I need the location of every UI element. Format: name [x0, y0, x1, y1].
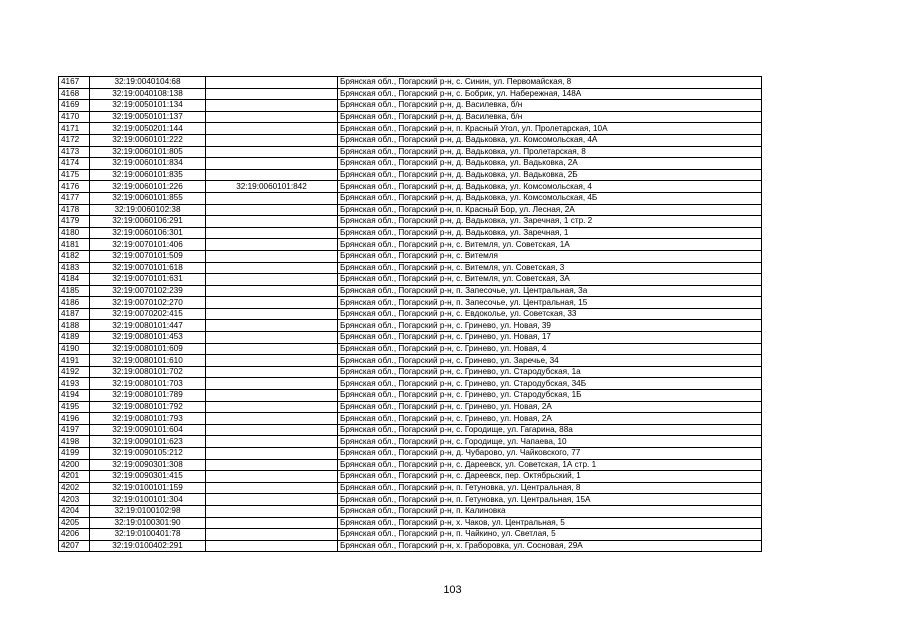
- address-cell: Брянская обл., Погарский р-н, п. Красный Бор, ул. Лесная, 2А: [338, 204, 762, 216]
- row-number-cell: 4202: [59, 482, 90, 494]
- row-number-cell: 4201: [59, 471, 90, 483]
- table-row: [59, 111, 762, 123]
- cadastral-number-cell: 32:19:0070102:270: [90, 297, 206, 309]
- address-cell: Брянская обл., Погарский р-н, д. Василевка, б/н: [338, 111, 762, 123]
- table-row: [59, 192, 762, 204]
- cadastral-number-cell: 32:19:0060101:855: [90, 192, 206, 204]
- related-cadastral-number-cell: [206, 308, 338, 320]
- table-row: [59, 366, 762, 378]
- related-cadastral-number-cell: [206, 169, 338, 181]
- table-row: [59, 123, 762, 135]
- related-cadastral-number-cell: [206, 239, 338, 251]
- row-number-cell: 4175: [59, 169, 90, 181]
- related-cadastral-number-cell: [206, 424, 338, 436]
- table-row: [59, 529, 762, 541]
- row-number-cell: 4177: [59, 192, 90, 204]
- cadastral-number-cell: 32:19:0090301:308: [90, 459, 206, 471]
- table-row: [59, 308, 762, 320]
- cadastral-number-cell: 32:19:0060101:226: [90, 181, 206, 193]
- address-cell: Брянская обл., Погарский р-н, с. Синин, ул. Первомайская, 8: [338, 77, 762, 89]
- address-cell: Брянская обл., Погарский р-н, с. Гринево, ул. Стародубская, 1а: [338, 366, 762, 378]
- related-cadastral-number-cell: [206, 494, 338, 506]
- cadastral-number-cell: 32:19:0080101:789: [90, 390, 206, 402]
- table-row: [59, 494, 762, 506]
- related-cadastral-number-cell: [206, 378, 338, 390]
- row-number-cell: 4194: [59, 390, 90, 402]
- table-row: [59, 401, 762, 413]
- address-cell: Брянская обл., Погарский р-н, с. Городище, ул. Гагарина, 88а: [338, 424, 762, 436]
- cadastral-number-cell: 32:19:0070101:406: [90, 239, 206, 251]
- related-cadastral-number-cell: [206, 88, 338, 100]
- cadastral-number-cell: 32:19:0080101:793: [90, 413, 206, 425]
- row-number-cell: 4169: [59, 100, 90, 112]
- row-number-cell: 4205: [59, 517, 90, 529]
- row-number-cell: 4187: [59, 308, 90, 320]
- related-cadastral-number-cell: [206, 332, 338, 344]
- row-number-cell: 4168: [59, 88, 90, 100]
- cadastral-number-cell: 32:19:0060101:222: [90, 134, 206, 146]
- table-row: [59, 262, 762, 274]
- row-number-cell: 4203: [59, 494, 90, 506]
- related-cadastral-number-cell: [206, 100, 338, 112]
- related-cadastral-number-cell: [206, 227, 338, 239]
- row-number-cell: 4176: [59, 181, 90, 193]
- cadastral-number-cell: 32:19:0060102:38: [90, 204, 206, 216]
- address-cell: Брянская обл., Погарский р-н, п. Калиновка: [338, 505, 762, 517]
- row-number-cell: 4178: [59, 204, 90, 216]
- cadastral-number-cell: 32:19:0040104:68: [90, 77, 206, 89]
- related-cadastral-number-cell: [206, 274, 338, 286]
- address-cell: Брянская обл., Погарский р-н, п. Красный Угол, ул. Пролетарская, 10А: [338, 123, 762, 135]
- table-row: [59, 343, 762, 355]
- row-number-cell: 4190: [59, 343, 90, 355]
- table-row: [59, 436, 762, 448]
- cadastral-number-cell: 32:19:0060101:805: [90, 146, 206, 158]
- related-cadastral-number-cell: [206, 517, 338, 529]
- address-cell: Брянская обл., Погарский р-н, д. Вадьковка, ул. Заречная, 1: [338, 227, 762, 239]
- row-number-cell: 4193: [59, 378, 90, 390]
- cadastral-number-cell: 32:19:0070102:239: [90, 285, 206, 297]
- address-cell: Брянская обл., Погарский р-н, п. Запесочье, ул. Центральная, 3а: [338, 285, 762, 297]
- table-row: [59, 169, 762, 181]
- row-number-cell: 4170: [59, 111, 90, 123]
- cadastral-number-cell: 32:19:0100401:78: [90, 529, 206, 541]
- table-row: [59, 77, 762, 89]
- address-cell: Брянская обл., Погарский р-н, с. Евдоколье, ул. Советская, 33: [338, 308, 762, 320]
- related-cadastral-number-cell: [206, 111, 338, 123]
- related-cadastral-number-cell: [206, 285, 338, 297]
- related-cadastral-number-cell: [206, 192, 338, 204]
- cadastral-number-cell: 32:19:0070101:618: [90, 262, 206, 274]
- row-number-cell: 4198: [59, 436, 90, 448]
- address-cell: Брянская обл., Погарский р-н, с. Дареевск, ул. Советская, 1А стр. 1: [338, 459, 762, 471]
- table-row: [59, 227, 762, 239]
- address-cell: Брянская обл., Погарский р-н, п. Запесочье, ул. Центральная, 15: [338, 297, 762, 309]
- row-number-cell: 4167: [59, 77, 90, 89]
- table-row: [59, 413, 762, 425]
- address-cell: Брянская обл., Погарский р-н, д. Вадьковка, ул. Пролетарская, 8: [338, 146, 762, 158]
- cadastral-number-cell: 32:19:0080101:447: [90, 320, 206, 332]
- address-cell: Брянская обл., Погарский р-н, с. Городище, ул. Чапаева, 10: [338, 436, 762, 448]
- cadastral-number-cell: 32:19:0080101:610: [90, 355, 206, 367]
- row-number-cell: 4195: [59, 401, 90, 413]
- address-cell: Брянская обл., Погарский р-н, д. Чубарово, ул. Чайковского, 77: [338, 448, 762, 460]
- cadastral-number-cell: 32:19:0100402:291: [90, 540, 206, 552]
- related-cadastral-number-cell: [206, 320, 338, 332]
- address-cell: Брянская обл., Погарский р-н, с. Дареевск, пер. Октябрьский, 1: [338, 471, 762, 483]
- cadastral-number-cell: 32:19:0070101:631: [90, 274, 206, 286]
- table-row: [59, 146, 762, 158]
- row-number-cell: 4188: [59, 320, 90, 332]
- row-number-cell: 4185: [59, 285, 90, 297]
- cadastral-number-cell: 32:19:0080101:702: [90, 366, 206, 378]
- cadastral-number-cell: 32:19:0100101:159: [90, 482, 206, 494]
- related-cadastral-number-cell: [206, 390, 338, 402]
- cadastral-number-cell: 32:19:0070101:509: [90, 250, 206, 262]
- row-number-cell: 4180: [59, 227, 90, 239]
- table-row: [59, 297, 762, 309]
- related-cadastral-number-cell: [206, 146, 338, 158]
- table-row: [59, 482, 762, 494]
- row-number-cell: 4204: [59, 505, 90, 517]
- related-cadastral-number-cell: [206, 413, 338, 425]
- address-cell: Брянская обл., Погарский р-н, д. Вадьковка, ул. Комсомольская, 4А: [338, 134, 762, 146]
- address-cell: Брянская обл., Погарский р-н, с. Гринево, ул. Стародубская, 34Б: [338, 378, 762, 390]
- related-cadastral-number-cell: [206, 158, 338, 170]
- address-cell: Брянская обл., Погарский р-н, х. Граборовка, ул. Сосновая, 29А: [338, 540, 762, 552]
- related-cadastral-number-cell: [206, 250, 338, 262]
- cadastral-number-cell: 32:19:0100102:98: [90, 505, 206, 517]
- related-cadastral-number-cell: [206, 297, 338, 309]
- cadastral-number-cell: 32:19:0080101:609: [90, 343, 206, 355]
- row-number-cell: 4196: [59, 413, 90, 425]
- table-row: [59, 459, 762, 471]
- related-cadastral-number-cell: [206, 459, 338, 471]
- address-cell: Брянская обл., Погарский р-н, с. Гринево, ул. Новая, 39: [338, 320, 762, 332]
- address-cell: Брянская обл., Погарский р-н, с. Гринево, ул. Новая, 17: [338, 332, 762, 344]
- table-row: [59, 204, 762, 216]
- cadastral-number-cell: 32:19:0060101:835: [90, 169, 206, 181]
- table-row: [59, 100, 762, 112]
- cadastral-number-cell: 32:19:0080101:792: [90, 401, 206, 413]
- related-cadastral-number-cell: [206, 401, 338, 413]
- related-cadastral-number-cell: [206, 77, 338, 89]
- address-cell: Брянская обл., Погарский р-н, д. Вадьковка, ул. Вадьковка, 2Б: [338, 169, 762, 181]
- row-number-cell: 4183: [59, 262, 90, 274]
- row-number-cell: 4206: [59, 529, 90, 541]
- related-cadastral-number-cell: [206, 343, 338, 355]
- address-cell: Брянская обл., Погарский р-н, с. Гринево, ул. Новая, 2А: [338, 401, 762, 413]
- row-number-cell: 4173: [59, 146, 90, 158]
- row-number-cell: 4186: [59, 297, 90, 309]
- cadastral-number-cell: 32:19:0100301:90: [90, 517, 206, 529]
- table-row: [59, 448, 762, 460]
- address-cell: Брянская обл., Погарский р-н, с. Витемля, ул. Советская, 3: [338, 262, 762, 274]
- related-cadastral-number-cell: [206, 540, 338, 552]
- address-cell: Брянская обл., Погарский р-н, с. Витемля, ул. Советская, 3А: [338, 274, 762, 286]
- related-cadastral-number-cell: [206, 448, 338, 460]
- table-row: [59, 424, 762, 436]
- related-cadastral-number-cell: 32:19:0060101:842: [206, 181, 338, 193]
- related-cadastral-number-cell: [206, 355, 338, 367]
- cadastral-number-cell: 32:19:0040108:138: [90, 88, 206, 100]
- cadastral-number-cell: 32:19:0060106:301: [90, 227, 206, 239]
- row-number-cell: 4184: [59, 274, 90, 286]
- table-row: [59, 239, 762, 251]
- cadastral-number-cell: 32:19:0090101:623: [90, 436, 206, 448]
- address-cell: Брянская обл., Погарский р-н, д. Вадьковка, ул. Комсомольская, 4Б: [338, 192, 762, 204]
- records-table: [58, 76, 762, 552]
- table-row: [59, 517, 762, 529]
- row-number-cell: 4181: [59, 239, 90, 251]
- row-number-cell: 4207: [59, 540, 90, 552]
- related-cadastral-number-cell: [206, 529, 338, 541]
- cadastral-number-cell: 32:19:0090105:212: [90, 448, 206, 460]
- address-cell: Брянская обл., Погарский р-н, п. Чайкино, ул. Светлая, 5: [338, 529, 762, 541]
- address-cell: Брянская обл., Погарский р-н, с. Бобрик, ул. Набережная, 148А: [338, 88, 762, 100]
- table-row: [59, 134, 762, 146]
- address-cell: Брянская обл., Погарский р-н, с. Гринево, ул. Новая, 2А: [338, 413, 762, 425]
- table-row: [59, 505, 762, 517]
- row-number-cell: 4199: [59, 448, 90, 460]
- address-cell: Брянская обл., Погарский р-н, п. Гетуновка, ул. Центральная, 15А: [338, 494, 762, 506]
- address-cell: Брянская обл., Погарский р-н, д. Вадьковка, ул. Заречная, 1 стр. 2: [338, 216, 762, 228]
- row-number-cell: 4171: [59, 123, 90, 135]
- related-cadastral-number-cell: [206, 134, 338, 146]
- related-cadastral-number-cell: [206, 471, 338, 483]
- cadastral-number-cell: 32:19:0060106:291: [90, 216, 206, 228]
- address-cell: Брянская обл., Погарский р-н, с. Гринево, ул. Новая, 4: [338, 343, 762, 355]
- table-row: [59, 181, 762, 193]
- address-cell: Брянская обл., Погарский р-н, д. Вадьковка, ул. Вадьковка, 2А: [338, 158, 762, 170]
- cadastral-number-cell: 32:19:0050101:137: [90, 111, 206, 123]
- row-number-cell: 4174: [59, 158, 90, 170]
- table-row: [59, 355, 762, 367]
- related-cadastral-number-cell: [206, 216, 338, 228]
- cadastral-number-cell: 32:19:0070202:415: [90, 308, 206, 320]
- table-row: [59, 285, 762, 297]
- address-cell: Брянская обл., Погарский р-н, х. Чаков, ул. Центральная, 5: [338, 517, 762, 529]
- cadastral-number-cell: 32:19:0050101:134: [90, 100, 206, 112]
- address-cell: Брянская обл., Погарский р-н, с. Витемля, ул. Советская, 1А: [338, 239, 762, 251]
- cadastral-number-cell: 32:19:0080101:703: [90, 378, 206, 390]
- related-cadastral-number-cell: [206, 123, 338, 135]
- table-row: [59, 250, 762, 262]
- table-row: [59, 274, 762, 286]
- related-cadastral-number-cell: [206, 505, 338, 517]
- address-cell: Брянская обл., Погарский р-н, с. Гринево, ул. Заречье, 34: [338, 355, 762, 367]
- row-number-cell: 4182: [59, 250, 90, 262]
- related-cadastral-number-cell: [206, 366, 338, 378]
- cadastral-number-cell: 32:19:0090301:415: [90, 471, 206, 483]
- table-row: [59, 390, 762, 402]
- address-cell: Брянская обл., Погарский р-н, с. Гринево, ул. Стародубская, 1Б: [338, 390, 762, 402]
- cadastral-number-cell: 32:19:0050201:144: [90, 123, 206, 135]
- row-number-cell: 4200: [59, 459, 90, 471]
- address-cell: Брянская обл., Погарский р-н, д. Василевка, б/н: [338, 100, 762, 112]
- address-cell: Брянская обл., Погарский р-н, п. Гетуновка, ул. Центральная, 8: [338, 482, 762, 494]
- row-number-cell: 4192: [59, 366, 90, 378]
- row-number-cell: 4172: [59, 134, 90, 146]
- cadastral-number-cell: 32:19:0090101:604: [90, 424, 206, 436]
- table-row: [59, 378, 762, 390]
- row-number-cell: 4189: [59, 332, 90, 344]
- records-table-body: [59, 77, 762, 552]
- related-cadastral-number-cell: [206, 436, 338, 448]
- table-row: [59, 216, 762, 228]
- row-number-cell: 4197: [59, 424, 90, 436]
- row-number-cell: 4191: [59, 355, 90, 367]
- related-cadastral-number-cell: [206, 262, 338, 274]
- table-row: [59, 320, 762, 332]
- table-row: [59, 88, 762, 100]
- cadastral-number-cell: 32:19:0080101:453: [90, 332, 206, 344]
- related-cadastral-number-cell: [206, 204, 338, 216]
- table-row: [59, 332, 762, 344]
- page-number: 103: [443, 584, 462, 596]
- table-row: [59, 471, 762, 483]
- address-cell: Брянская обл., Погарский р-н, д. Вадьковка, ул. Комсомольская, 4: [338, 181, 762, 193]
- cadastral-number-cell: 32:19:0100101:304: [90, 494, 206, 506]
- address-cell: Брянская обл., Погарский р-н, с. Витемля: [338, 250, 762, 262]
- table-row: [59, 540, 762, 552]
- row-number-cell: 4179: [59, 216, 90, 228]
- related-cadastral-number-cell: [206, 482, 338, 494]
- table-row: [59, 158, 762, 170]
- cadastral-number-cell: 32:19:0060101:834: [90, 158, 206, 170]
